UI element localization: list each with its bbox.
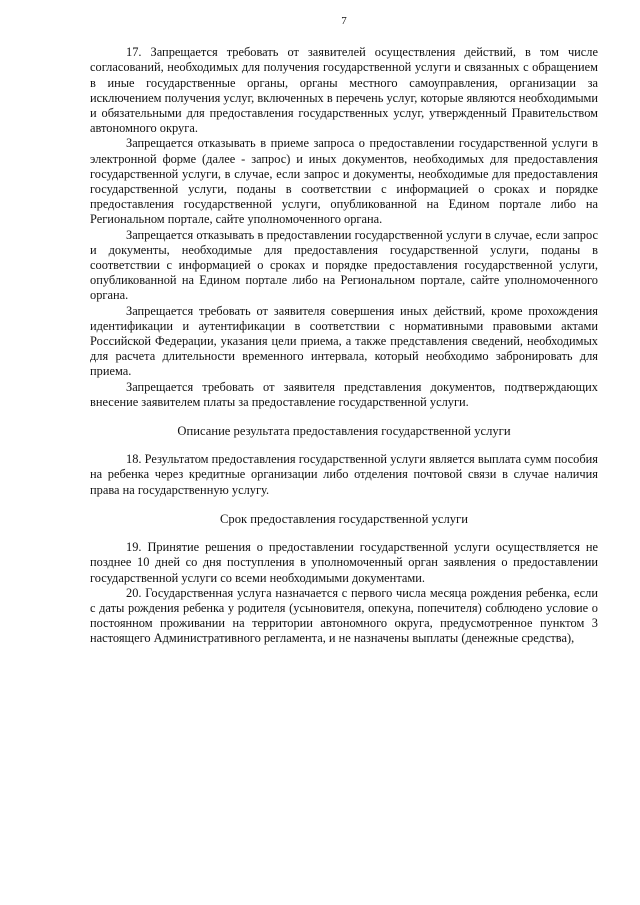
section-heading-term: Срок предоставления государственной услуги [220, 511, 468, 526]
paragraph-17-payment: Запрещается требовать от заявителя представления документов, подтверждающих внесение заявителем платы за предоставление государственной услуги. [90, 379, 598, 409]
paragraph-17-actions: Запрещается требовать от заявителя совершения иных действий, кроме прохождения идентификации и аутентификации в соответствии с нормативными правовыми актами Российской Федерации, указания цели приема, а также представления сведений, необходимых для расчета длительности временного интервала, который необходимо забронировать для приема. [90, 303, 598, 379]
page-number: 7 [341, 15, 347, 27]
paragraph-18: 18. Результатом предоставления государственной услуги является выплата сумм пособия на ребенка через кредитные организации либо отделения почтовой связи в случае наличия права на государственную услугу. [90, 452, 598, 497]
paragraph-17-refusal: Запрещается отказывать в предоставлении государственной услуги в случае, если запрос и документы, необходимые для предоставления государственной услуги, поданы в соответствии с информацией о сроках и порядке предоставления государственной услуги, опубликованной на Едином портале либо на Региональном портале, сайте уполномоченного органа. [90, 227, 598, 303]
paragraph-20: 20. Государственная услуга назначается с первого числа месяца рождения ребенка, если с даты рождения ребенка у родителя (усыновителя, опекуна, попечителя) соблюдено условие о постоянном проживании на территории автономного округа, предусмотренное пунктом 3 настоящего Административного регламента, и не назначены выплаты (денежные средства), [90, 585, 598, 646]
section-heading-result: Описание результата предоставления государственной услуги [177, 424, 511, 439]
document-page [90, 14, 598, 647]
paragraph-19: 19. Принятие решения о предоставлении государственной услуги осуществляется не позднее 10 дней со дня поступления в уполномоченный орган заявления о предоставлении государственной услуги со всеми необходимыми документами. [90, 540, 598, 585]
paragraph-17-reception: Запрещается отказывать в приеме запроса о предоставлении государственной услуги в электронной форме (далее - запрос) и иных документов, необходимых для предоставления государственной услуги, в случае, если запрос и документы, необходимые для предоставления государственной услуги, поданы в соответствии с информацией о сроках и порядке предоставления государственной услуги, опубликованной на Едином портале либо на Региональном портале, сайте уполномоченного органа. [90, 136, 598, 227]
paragraph-17: 17. Запрещается требовать от заявителей осуществления действий, в том числе согласований, необходимых для получения государственной услуги и связанных с обращением в иные государственные органы, органы местного самоуправления, организации за исключением получения услуг, включенных в перечень услуг, которые являются необходимыми и обязательными для предоставления государственных услуг, утвержденный Правительством автономного округа. [90, 45, 598, 136]
